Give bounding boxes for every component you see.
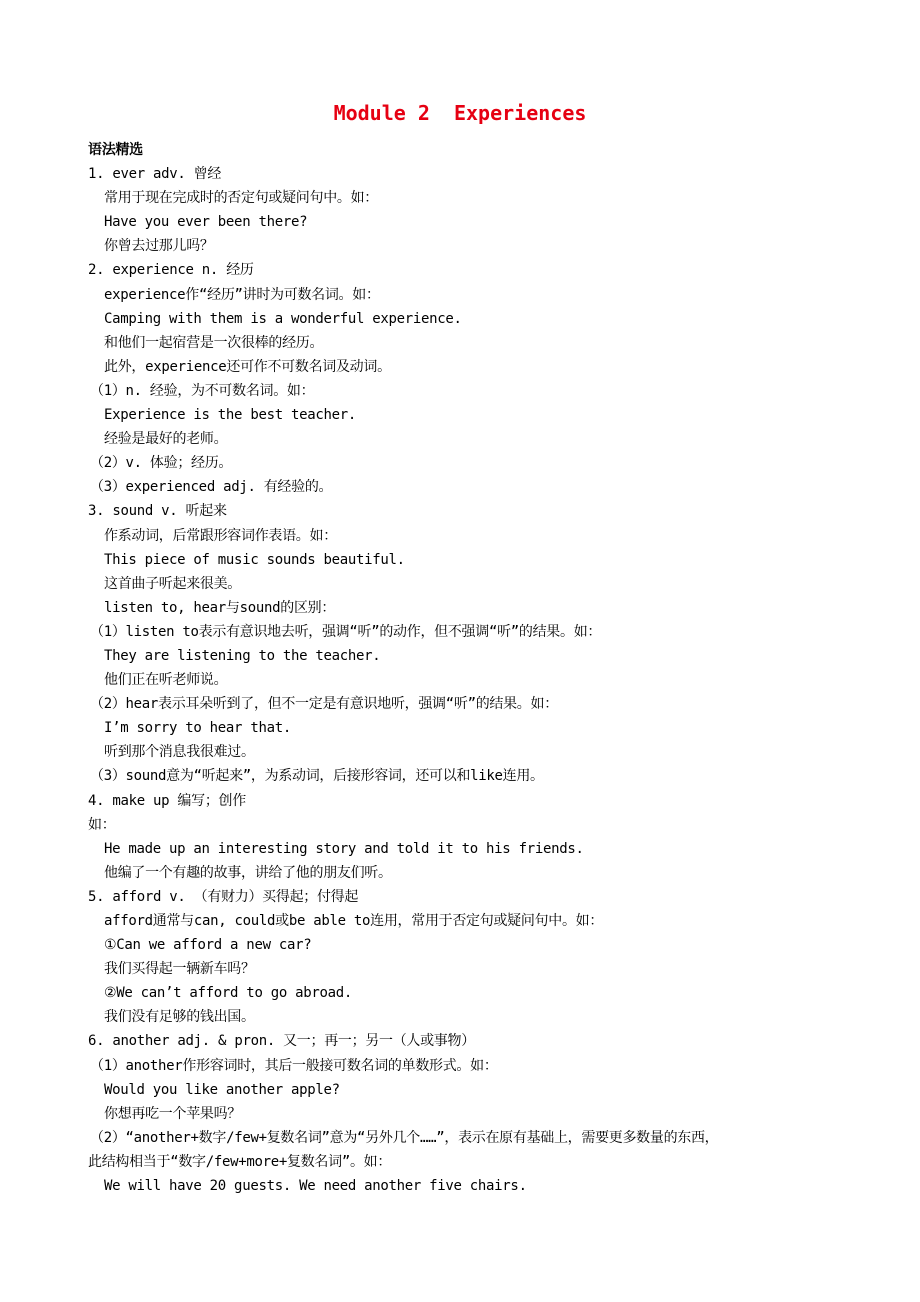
text-line: 3. sound v. 听起来 [88,503,227,520]
text-line: 他编了一个有趣的故事，讲给了他的朋友们听。 [104,864,392,881]
text-line: （2）v. 体验；经历。 [90,455,233,472]
text-line: Would you like another apple? [104,1081,340,1098]
text-line: 4. make up 编写；创作 [88,792,246,809]
text-line: 他们正在听老师说。 [104,672,228,689]
text-line: ①Can we afford a new car? [104,937,312,954]
text-line: 经验是最好的老师。 [104,431,228,448]
text-line: 这首曲子听起来很美。 [104,575,241,592]
text-line: （2）hear表示耳朵听到了，但不一定是有意识地听，强调“听”的结果。如： [90,696,558,713]
text-line: I’m sorry to hear that. [104,720,291,737]
text-line: 6. another adj. & pron. 又一；再一；另一（人或事物） [88,1033,475,1050]
page-title: Module 2 Experiences [333,101,587,125]
text-line: listen to, hear与sound的区别： [104,599,336,616]
text-line: 和他们一起宿营是一次很棒的经历。 [104,334,324,351]
text-line: 你曾去过那儿吗？ [104,238,214,255]
text-line: 此外，experience还可作不可数名词及动词。 [104,358,391,375]
text-line: He made up an interesting story and told it to his friends. [104,840,584,857]
text-line: （2）“another+数字/few+复数名词”意为“另外几个……”，表示在原有基础上，需要更多数量的东西， [90,1129,719,1146]
text-line: experience作“经历”讲时为可数名词。如： [104,286,380,303]
text-line: We will have 20 guests. We need another five chairs. [104,1178,527,1195]
text-line: 听到那个消息我很难过。 [104,744,255,761]
text-line: 1. ever adv. 曾经 [88,166,222,183]
text-line: （3）experienced adj. 有经验的。 [90,479,333,496]
document-body [88,138,848,1198]
text-line: 作系动词，后常跟形容词作表语。如： [104,527,337,544]
text-line: Camping with them is a wonderful experience. [104,310,462,327]
text-line: （3）sound意为“听起来”，为系动词，后接形容词，还可以和like连用。 [90,768,544,785]
text-line: afford通常与can, could或be able to连用，常用于否定句或疑问句中。如： [104,913,604,929]
text-line: （1）another作形容词时，其后一般接可数名词的单数形式。如： [90,1057,498,1074]
text-line: This piece of music sounds beautiful. [104,551,405,568]
text-line: 你想再吃一个苹果吗？ [104,1105,241,1122]
text-line: 此结构相当于“数字/few+more+复数名词”。如： [88,1153,392,1170]
text-line: ②We can’t afford to go abroad. [104,985,352,1002]
text-line: They are listening to the teacher. [104,647,381,664]
text-line: Experience is the best teacher. [104,407,356,424]
text-line: 我们买得起一辆新车吗？ [104,961,255,978]
text-line: 如： [88,816,116,833]
text-line: 2. experience n. 经历 [88,262,254,279]
text-line: （1）listen to表示有意识地去听，强调“听”的动作，但不强调“听”的结果。如： [90,623,602,640]
text-line: Have you ever been there? [104,214,308,231]
text-line: 常用于现在完成时的否定句或疑问句中。如： [104,190,378,207]
text-line: 5. afford v. （有财力）买得起；付得起 [88,888,359,905]
text-line: 我们没有足够的钱出国。 [104,1009,255,1026]
section-heading: 语法精选 [88,142,143,158]
text-lines [88,162,848,1198]
text-line: （1）n. 经验，为不可数名词。如： [90,382,315,399]
